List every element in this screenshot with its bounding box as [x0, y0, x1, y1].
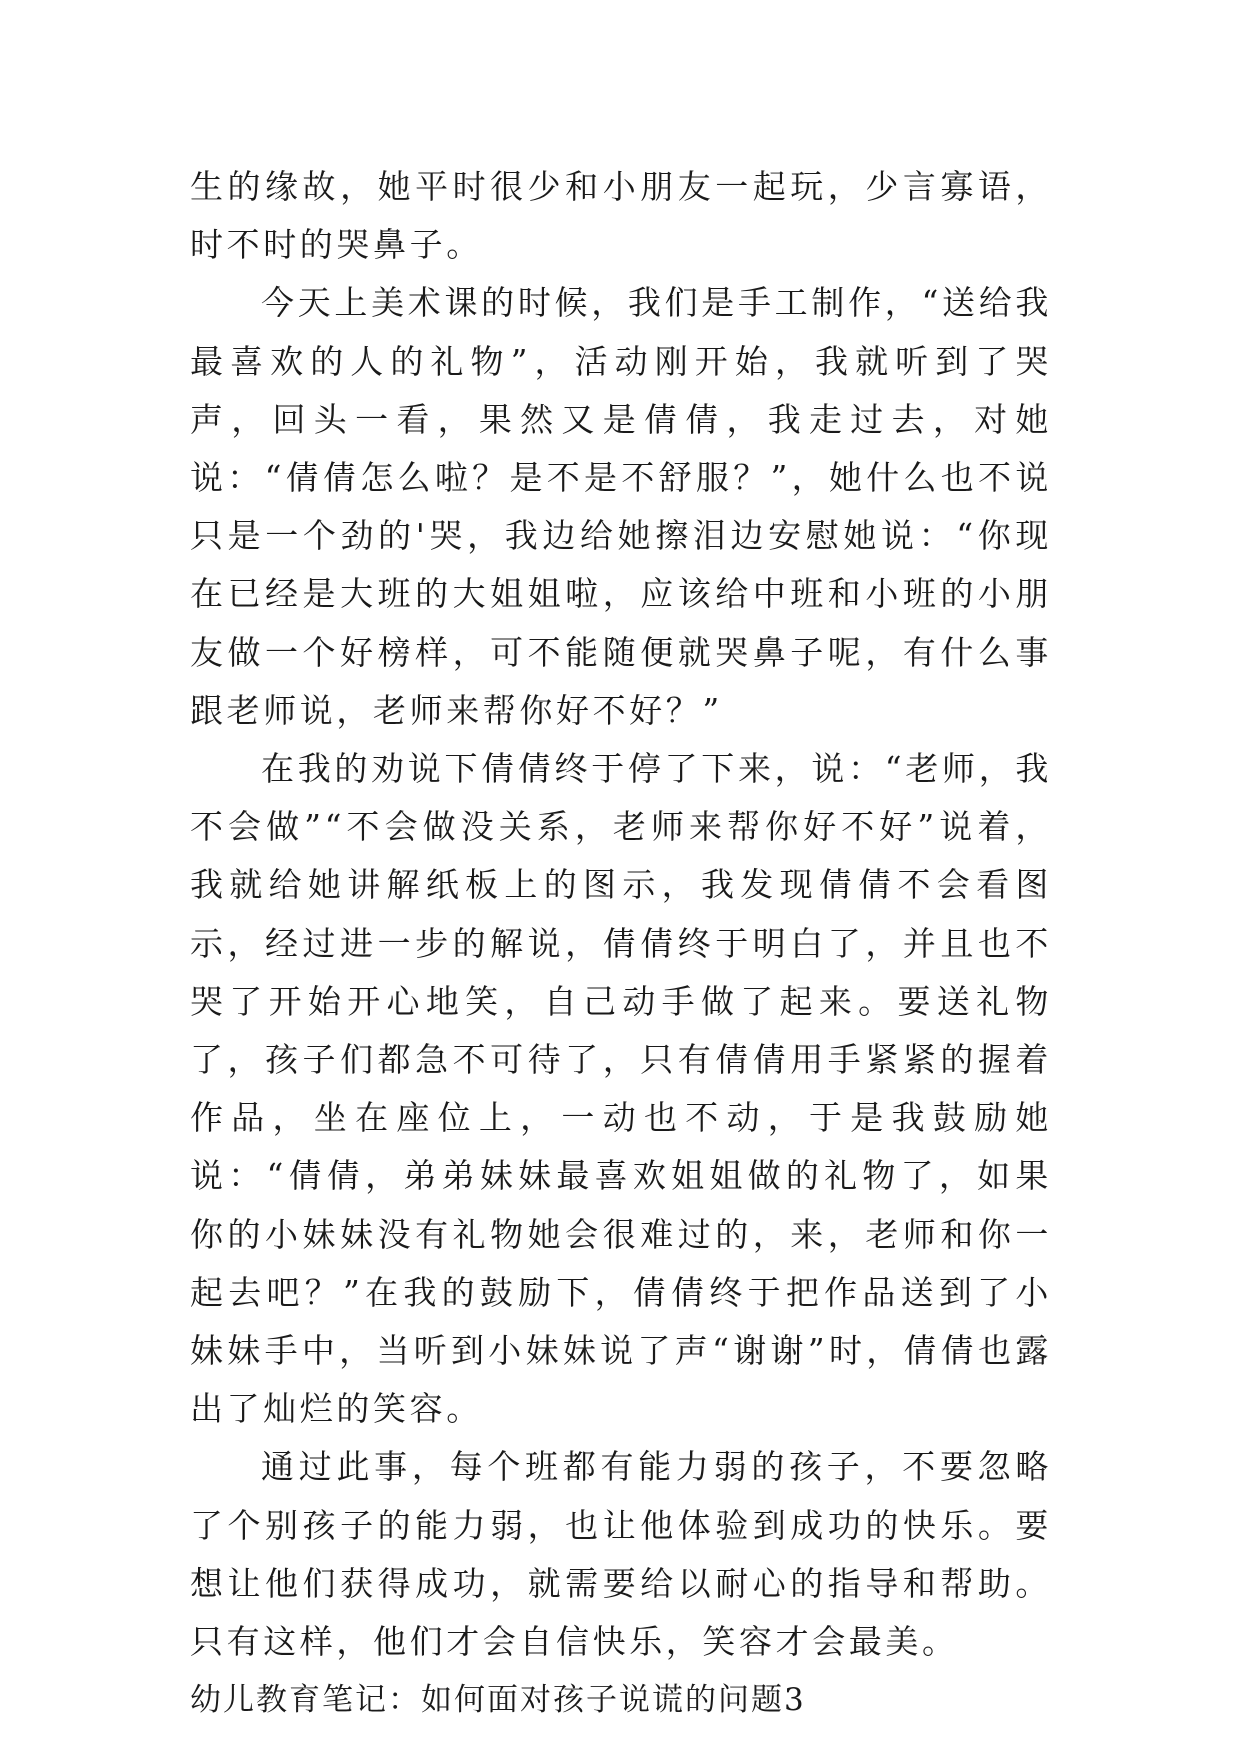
paragraph-4: 通过此事，每个班都有能力弱的孩子，不要忽略了个别孩子的能力弱，也让他体验到成功的快乐。要想让他们获得成功，就需要给以耐心的指导和帮助。只有这样，他们才会自信快乐，笑容才会最美。 [190, 1447, 1052, 1662]
paragraph-1: 生的缘故，她平时很少和小朋友一起玩，少言寡语，时不时的哭鼻子。 [190, 167, 1052, 265]
paragraph-3: 在我的劝说下倩倩终于停了下来，说：“老师，我不会做”“不会做没关系，老师来帮你好不好”说着，我就给她讲解纸板上的图示，我发现倩倩不会看图示，经过进一步的解说，倩倩终于明白了，并且也不哭了开始开心地笑，自己动手做了起来。要送礼物了，孩子们都急不可待了，只有倩倩用手紧紧的握着作品，坐在座位上，一动也不动，于是我鼓励她说：“倩倩，弟弟妹妹最喜欢姐姐做的礼物了，如果你的小妹妹没有礼物她会很难过的，来，老师和你一起去吧？”在我的鼓励下，倩倩终于把作品送到了小妹妹手中，当听到小妹妹说了声“谢谢”时，倩倩也露出了灿烂的笑容。 [190, 749, 1052, 1429]
paragraph-2: 今天上美术课的时候，我们是手工制作，“送给我最喜欢的人的礼物”，活动刚开始，我就听到了哭声，回头一看，果然又是倩倩，我走过去，对她说：“倩倩怎么啦？是不是不舒服？”，她什么也不说只是一个劲的'哭，我边给她擦泪边安慰她说：“你现在已经是大班的大姐姐啦，应该给中班和小班的小朋友做一个好榜样，可不能随便就哭鼻子呢，有什么事跟老师说，老师来帮你好不好？” [190, 283, 1052, 730]
section-heading: 幼儿教育笔记：如何面对孩子说谎的问题3 [190, 1682, 806, 1719]
document-body [190, 158, 1052, 1729]
